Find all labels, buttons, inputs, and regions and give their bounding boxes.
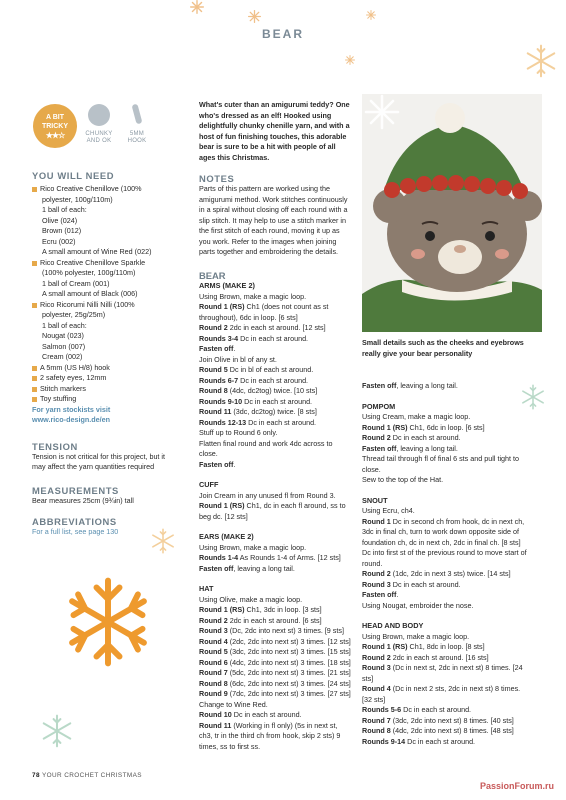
watermark: PassionForum.ru bbox=[479, 781, 554, 791]
instruction-label: Fasten off bbox=[362, 381, 397, 390]
ears-heading: EARS (MAKE 2) bbox=[199, 532, 254, 541]
hat-continued bbox=[362, 381, 532, 392]
instruction-label: Round 1 (RS) bbox=[362, 642, 408, 651]
page-number: 78 bbox=[32, 772, 40, 779]
instruction-label: Round 5 bbox=[199, 647, 228, 656]
hat-instructions bbox=[199, 595, 351, 753]
instruction-text: , leaving a long tail. bbox=[396, 381, 458, 390]
instruction-label: Round 6 bbox=[199, 657, 228, 667]
instruction-text: Dc in each st around. bbox=[246, 417, 317, 427]
instruction-label: Round 2 bbox=[362, 652, 391, 662]
ears-instructions bbox=[199, 543, 351, 575]
material-item: 1 ball of each: bbox=[42, 320, 87, 330]
material-item: polyester, 100g/110m) bbox=[42, 194, 113, 204]
instruction-text: , leaving a long tail. bbox=[233, 563, 295, 573]
material-item: Cream (002) bbox=[42, 352, 83, 361]
instruction-label: Round 3 bbox=[199, 626, 228, 635]
instruction-text: Ch1, 6dc in loop. [6 sts] bbox=[407, 422, 485, 432]
instruction-line bbox=[362, 684, 532, 705]
instruction-line bbox=[199, 553, 351, 564]
instruction-line bbox=[199, 334, 351, 345]
instruction-text: (4dc, dc2tog) twice. [10 sts] bbox=[227, 386, 318, 395]
instruction-line bbox=[362, 632, 532, 643]
instruction-label: Round 11 bbox=[199, 720, 232, 730]
instruction-text: Stuff up to Round 6 only. bbox=[199, 428, 278, 437]
instruction-text: Dc in each st around. bbox=[238, 375, 309, 385]
instruction-line bbox=[199, 302, 351, 323]
instruction-text: Using Ecru, ch4. bbox=[362, 506, 415, 515]
material-item: Nougat (023) bbox=[42, 331, 84, 340]
instruction-line bbox=[362, 548, 532, 569]
instruction-line bbox=[362, 590, 532, 601]
instruction-line bbox=[362, 726, 532, 737]
pompom-instructions bbox=[362, 412, 532, 486]
instruction-line bbox=[199, 700, 351, 711]
instruction-line bbox=[199, 710, 351, 721]
instruction-line bbox=[199, 376, 351, 387]
instruction-text: (3dc, 2dc into next st) 3 times. [15 sts] bbox=[227, 647, 351, 656]
you-will-need-heading: YOU WILL NEED bbox=[32, 170, 115, 181]
instruction-text: As Rounds 1-4 of Arms. [12 sts] bbox=[238, 553, 341, 562]
instruction-text: (7dc, 2dc into next st) 3 times. [27 sts] bbox=[227, 689, 351, 698]
instruction-line bbox=[199, 292, 351, 303]
material-item: Rico Creative Chenillove Sparkle bbox=[32, 258, 167, 269]
instruction-line bbox=[199, 407, 351, 418]
instruction-text: (Dc in next 2 sts, 2dc in next st) 8 times. [32 sts] bbox=[362, 684, 521, 704]
instruction-text: Dc in each st around. bbox=[238, 333, 309, 343]
snout-instructions bbox=[362, 506, 532, 611]
tension-text: Tension is not critical for this project, but it may affect the yarn quantities required bbox=[32, 451, 166, 471]
instruction-line bbox=[199, 616, 351, 627]
instruction-label: Round 5 bbox=[199, 365, 228, 374]
difficulty-badge bbox=[33, 104, 77, 148]
instruction-label: Round 3 bbox=[362, 579, 391, 589]
instruction-label: Round 4 bbox=[362, 684, 391, 693]
instruction-label: Round 1 bbox=[362, 516, 391, 526]
stockists-text: For yarn stockists visit bbox=[32, 404, 111, 414]
instruction-label: Round 3 bbox=[362, 663, 391, 672]
snowflake-icon bbox=[190, 0, 204, 14]
instruction-text: (6dc, 2dc into next st) 3 times. [24 sts] bbox=[227, 678, 351, 688]
snowflake-icon bbox=[248, 10, 261, 23]
instruction-line bbox=[362, 444, 532, 455]
instruction-label: Fasten off bbox=[199, 563, 234, 573]
material-item: (100% polyester, 100g/110m) bbox=[42, 268, 136, 277]
material-item: 1 ball of Cream (001) bbox=[42, 278, 110, 288]
notes-heading: NOTES bbox=[199, 173, 235, 184]
yarn-ball-icon bbox=[88, 104, 110, 126]
instruction-label: Fasten off bbox=[362, 590, 397, 599]
instruction-line bbox=[199, 501, 351, 522]
page-title: BEAR bbox=[261, 27, 304, 41]
instruction-label: Rounds 12-13 bbox=[199, 417, 247, 427]
instruction-text: Change to Wine Red. bbox=[199, 699, 268, 709]
instruction-line bbox=[362, 433, 532, 444]
instruction-text: Thread tail through fl of final 6 sts and pull tight to close. bbox=[362, 454, 520, 474]
instruction-line bbox=[362, 580, 532, 591]
instruction-label: Round 1 (RS) bbox=[199, 302, 245, 311]
instruction-text: (Dc in next st, 2dc in next st) 8 times. [24 sts] bbox=[362, 663, 523, 683]
yarn-weight-label-2: AND OK bbox=[86, 138, 112, 144]
instruction-line bbox=[199, 365, 351, 376]
instruction-text: 2dc in each st around. [6 sts] bbox=[227, 615, 322, 625]
arms-heading: ARMS (MAKE 2) bbox=[199, 281, 255, 290]
difficulty-label-2: TRICKY bbox=[41, 123, 69, 130]
instruction-label: Round 2 bbox=[362, 433, 391, 442]
instruction-text: , leaving a long tail. bbox=[396, 443, 458, 453]
material-item: Toy stuffing bbox=[32, 394, 167, 405]
instruction-label: Round 8 bbox=[199, 386, 228, 395]
middle-column bbox=[199, 100, 351, 752]
instruction-text: . bbox=[233, 459, 236, 469]
left-column bbox=[32, 170, 167, 538]
material-item: 1 ball of each: bbox=[42, 205, 87, 214]
instruction-label: Round 2 bbox=[199, 615, 228, 625]
material-item: polyester, 25g/25m) bbox=[42, 310, 106, 319]
material-item: A 5mm (US H/8) hook bbox=[32, 363, 167, 374]
instruction-text: 2dc in each st around. [16 sts] bbox=[390, 652, 489, 662]
instruction-label: Round 1 (RS) bbox=[199, 501, 245, 510]
instruction-line bbox=[199, 637, 351, 648]
snowflake-icon bbox=[366, 10, 376, 20]
instruction-label: Rounds 3-4 bbox=[199, 333, 239, 343]
large-snowflake-icon bbox=[62, 576, 154, 668]
instruction-text: Flatten final round and work 4dc across to close. bbox=[199, 438, 333, 458]
instruction-line bbox=[362, 517, 532, 549]
snowflake-icon bbox=[524, 44, 558, 78]
instruction-line bbox=[199, 386, 351, 397]
intro-text: What's cuter than an amigurumi teddy? One who's dressed as an elf! Hooked using delightfully chunky chenille yarn, and with a host of fun finishing touches, this adorable bear is sure to be a hit with people of all ages this Christmas. bbox=[199, 100, 350, 162]
instruction-line bbox=[199, 668, 351, 679]
instruction-line bbox=[199, 439, 351, 460]
instruction-text: Dc in each st around. bbox=[405, 736, 476, 746]
material-item: 2 safety eyes, 12mm bbox=[32, 373, 167, 384]
instruction-line bbox=[199, 626, 351, 637]
instruction-line bbox=[362, 737, 532, 748]
instruction-label: Round 9 bbox=[199, 689, 228, 698]
instruction-line bbox=[199, 428, 351, 439]
instruction-label: Fasten off bbox=[199, 344, 234, 353]
difficulty-stars: ★★☆ bbox=[45, 131, 65, 140]
page-footer bbox=[32, 772, 142, 779]
instruction-text: (4dc, 2dc into next st) 8 times. [48 sts] bbox=[390, 726, 514, 735]
instruction-line bbox=[362, 423, 532, 434]
material-item: Olive (024) bbox=[42, 215, 78, 225]
instruction-line bbox=[199, 397, 351, 408]
instruction-line bbox=[362, 381, 532, 392]
instruction-text: Dc in second ch from hook, dc in next ch, 3dc in final ch, turn to work down opposite side of foundation ch, dc in next ch, 2dc in final ch. [8 sts] bbox=[362, 516, 525, 547]
instruction-label: Round 4 bbox=[199, 636, 228, 646]
instruction-line bbox=[362, 716, 532, 727]
head-body-heading: HEAD AND BODY bbox=[362, 621, 424, 630]
instruction-label: Round 10 bbox=[199, 710, 232, 719]
instruction-line bbox=[362, 569, 532, 580]
instruction-text: Dc in bl of each st around. bbox=[227, 365, 314, 374]
instruction-label: Rounds 5-6 bbox=[362, 705, 402, 714]
instruction-text: (4dc, 2dc into next st) 3 times. [18 sts] bbox=[227, 657, 351, 667]
instruction-label: Fasten off bbox=[362, 443, 397, 453]
instruction-label: Round 8 bbox=[199, 678, 228, 688]
instruction-label: Round 2 bbox=[199, 323, 228, 332]
instruction-line bbox=[362, 653, 532, 664]
instruction-line bbox=[199, 344, 351, 355]
instruction-label: Round 1 (RS) bbox=[199, 605, 245, 614]
instruction-label: Round 2 bbox=[362, 569, 391, 578]
instruction-text: Join Cream in any unused fl from Round 3. bbox=[199, 490, 336, 500]
hook-size-label-2: HOOK bbox=[127, 138, 147, 144]
instruction-text: Ch1, 8dc in loop. [8 sts] bbox=[407, 642, 485, 651]
instruction-text: Ch1, 3dc in loop. [3 sts] bbox=[244, 605, 322, 614]
instruction-text: (1dc, 2dc in next 3 sts) twice. [14 sts] bbox=[390, 569, 511, 578]
instruction-text: Join Olive in bl of any st. bbox=[199, 354, 277, 364]
instruction-line bbox=[362, 705, 532, 716]
head-body-instructions bbox=[362, 632, 532, 748]
instruction-text: (3dc, dc2tog) twice. [8 sts] bbox=[231, 407, 317, 416]
abbreviations-heading: ABBREVIATIONS bbox=[32, 516, 117, 527]
instruction-text: Using Brown, make a magic loop. bbox=[199, 291, 307, 301]
instruction-line bbox=[199, 355, 351, 366]
hook-badge bbox=[117, 104, 157, 145]
notes-text: Parts of this pattern are worked using the amigurumi method. Work stitches continuously in a spiral without closing off each round with a slip stitch. It may help to use a stitch marker in the first stitch of each round, moving it up as you work. Refer to the images when joining parts together and embroidering the details. bbox=[199, 184, 348, 256]
instruction-text: Ch1, dc in each fl around, ss to beg dc. [12 sts] bbox=[199, 501, 346, 521]
instruction-line bbox=[199, 491, 351, 502]
measurements-text: Bear measures 25cm (9¾in) tall bbox=[32, 495, 134, 505]
instruction-line bbox=[199, 647, 351, 658]
instruction-label: Round 7 bbox=[362, 715, 391, 725]
material-item: Ecru (002) bbox=[42, 236, 76, 246]
instruction-text: (3dc, 2dc into next st) 8 times. [40 sts] bbox=[390, 715, 514, 725]
material-item: A small amount of Black (006) bbox=[42, 289, 138, 298]
instruction-text: Using Brown, make a magic loop. bbox=[362, 631, 470, 641]
instruction-label: Rounds 9-14 bbox=[362, 736, 406, 746]
hook-size-label: 5MM bbox=[129, 131, 145, 137]
yarn-badge bbox=[79, 104, 119, 145]
instruction-text: Using Olive, make a magic loop. bbox=[199, 594, 303, 604]
pompom-heading: POMPOM bbox=[362, 401, 396, 411]
instruction-label: Rounds 6-7 bbox=[199, 375, 239, 385]
snout-heading: SNOUT bbox=[362, 495, 388, 505]
instruction-line bbox=[199, 323, 351, 334]
hook-icon bbox=[132, 104, 143, 125]
instruction-text: Using Brown, make a magic loop. bbox=[199, 542, 307, 552]
material-item: A small amount of Wine Red (022) bbox=[42, 247, 152, 256]
material-item: Rico Creative Chenillove (100% bbox=[32, 184, 167, 195]
snowflake-icon bbox=[345, 55, 355, 65]
cuff-instructions bbox=[199, 491, 351, 523]
instruction-line bbox=[362, 663, 532, 684]
instruction-text: (5dc, 2dc into next st) 3 times. [21 sts] bbox=[227, 668, 351, 677]
snowflake-icon bbox=[40, 714, 74, 748]
instruction-text: Ch1 (does not count as st throughout), 6dc in loop. [6 sts] bbox=[199, 302, 329, 322]
instruction-line bbox=[199, 679, 351, 690]
difficulty-label: A BIT bbox=[45, 114, 65, 121]
magazine-name: YOUR CROCHET CHRISTMAS bbox=[41, 772, 142, 779]
material-item: Salmon (007) bbox=[42, 341, 86, 351]
instruction-line bbox=[199, 605, 351, 616]
instruction-text: 2dc in each st around. [12 sts] bbox=[227, 323, 326, 332]
instruction-line bbox=[199, 658, 351, 669]
instruction-line bbox=[199, 689, 351, 700]
instruction-text: Dc in each st around. bbox=[231, 710, 302, 719]
instruction-text: Using Cream, make a magic loop. bbox=[362, 412, 471, 421]
material-item: Stitch markers bbox=[32, 384, 167, 395]
instruction-text: Dc in each st around. bbox=[401, 705, 472, 714]
instruction-text: (Dc, 2dc into next st) 3 times. [9 sts] bbox=[227, 626, 344, 635]
instruction-line bbox=[199, 564, 351, 575]
instruction-text: Dc into first st of the previous round to move start of round. bbox=[362, 548, 527, 568]
instruction-text: Using Nougat, embroider the nose. bbox=[362, 600, 474, 610]
cuff-heading: CUFF bbox=[199, 480, 219, 489]
materials-list bbox=[32, 184, 167, 405]
tension-heading: TENSION bbox=[32, 440, 78, 452]
instruction-line bbox=[199, 595, 351, 606]
difficulty-badges bbox=[33, 104, 163, 154]
instruction-line bbox=[199, 543, 351, 554]
arms-instructions bbox=[199, 292, 351, 471]
instruction-label: Round 1 (RS) bbox=[362, 422, 408, 432]
instruction-text: Dc in each st around. bbox=[390, 433, 461, 442]
instruction-text: (Working in fl only) (5s in next st, ch3, tr in the third ch from hook, skip 2 sts) 9 times, ss to first ss. bbox=[199, 720, 341, 751]
instruction-label: Fasten off bbox=[199, 459, 234, 469]
instruction-line bbox=[362, 642, 532, 653]
instruction-line bbox=[362, 601, 532, 612]
instruction-label: Rounds 1-4 bbox=[199, 553, 239, 562]
instruction-line bbox=[199, 418, 351, 429]
instruction-text: . bbox=[396, 590, 399, 599]
instruction-line bbox=[199, 721, 351, 753]
right-column bbox=[362, 381, 532, 747]
instruction-text: Sew to the top of the Hat. bbox=[362, 475, 444, 484]
photo-caption: Small details such as the cheeks and eyebrows really give your bear personality bbox=[362, 338, 524, 358]
instruction-label: Round 11 bbox=[199, 407, 232, 416]
instruction-line bbox=[362, 506, 532, 517]
yarn-weight-label: CHUNKY bbox=[85, 131, 113, 137]
instruction-line bbox=[362, 412, 532, 423]
material-item: Rico Ricorumi Nilli Nilli (100% bbox=[32, 300, 167, 311]
hat-heading: HAT bbox=[199, 584, 214, 593]
instruction-text: Dc in each st around. bbox=[390, 579, 461, 589]
instruction-label: Round 8 bbox=[362, 726, 391, 735]
instruction-line bbox=[199, 460, 351, 471]
instruction-text: (2dc, 2dc into next st) 3 times. [12 sts] bbox=[227, 636, 351, 646]
instruction-text: . bbox=[233, 344, 236, 353]
instruction-line bbox=[362, 475, 532, 486]
bear-heading: BEAR bbox=[199, 269, 226, 281]
material-item: Brown (012) bbox=[42, 226, 82, 235]
instruction-text: Dc in each st around. bbox=[242, 396, 313, 406]
instruction-line bbox=[362, 454, 532, 475]
instruction-label: Round 7 bbox=[199, 668, 228, 677]
bear-photo bbox=[362, 94, 542, 332]
measurements-heading: MEASUREMENTS bbox=[32, 484, 119, 496]
abbreviations-text: For a full list, see page 130 bbox=[32, 527, 119, 536]
instruction-label: Rounds 9-10 bbox=[199, 396, 243, 406]
stockists-link[interactable]: www.rico-design.de/en bbox=[32, 415, 111, 424]
